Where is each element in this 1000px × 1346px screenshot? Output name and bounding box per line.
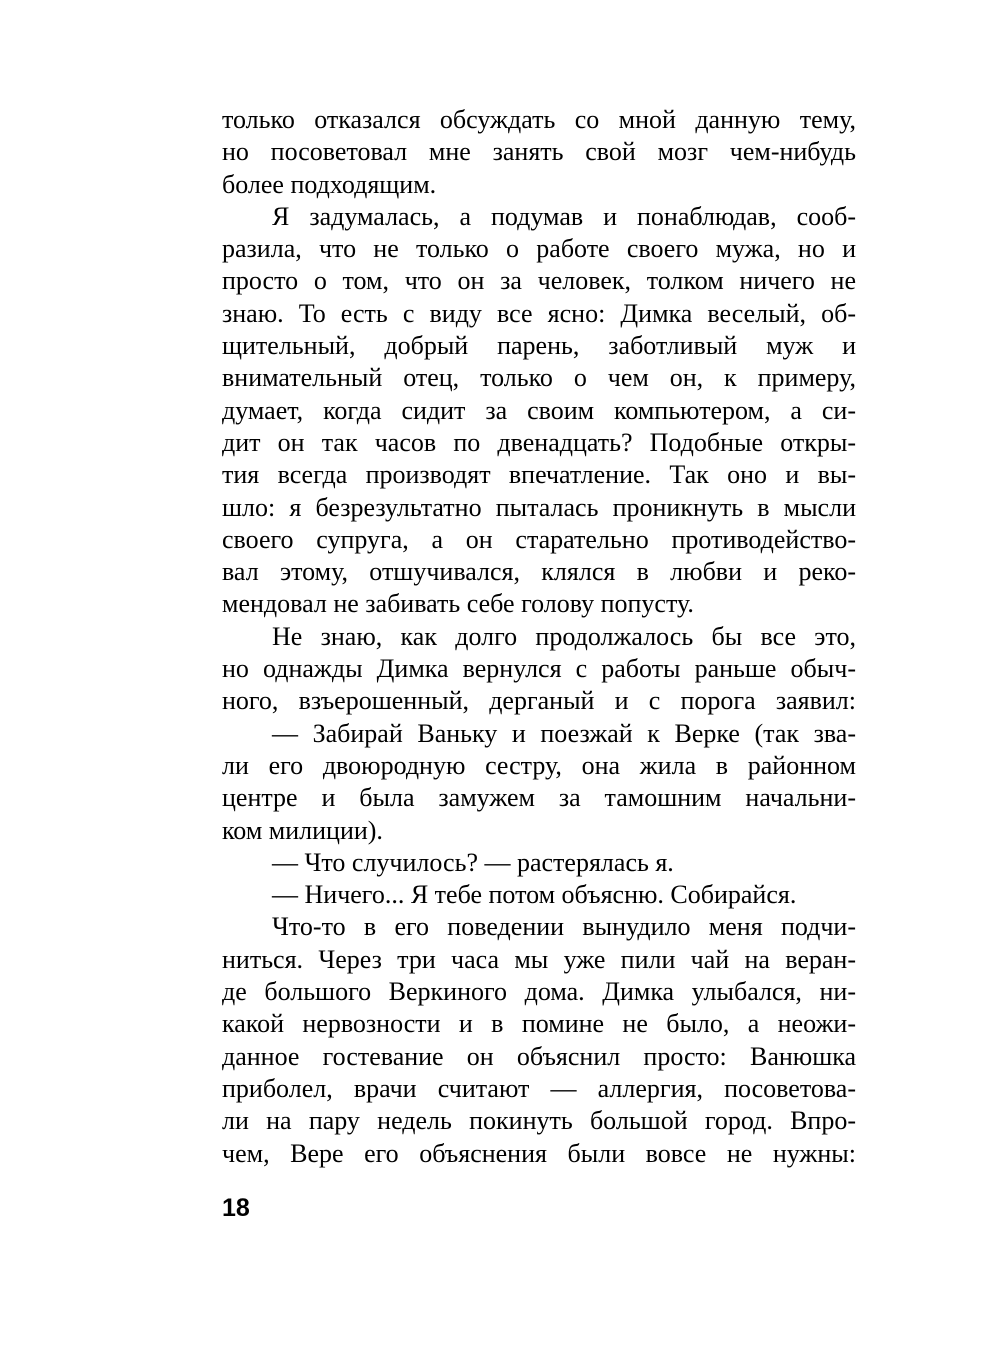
text-line: но посоветовал мне занять свой мозг чем-нибудь bbox=[222, 137, 856, 167]
page-text bbox=[222, 104, 856, 1170]
text-line: внимательный отец, только о чем он, к примеру, bbox=[222, 363, 856, 393]
text-line: — Забирай Ваньку и поезжай к Верке (так зва- bbox=[272, 718, 856, 748]
text-line: ли на пару недель покинуть большой город. Впро- bbox=[222, 1106, 856, 1136]
text-line: приболел, врачи считают — аллергия, посоветова- bbox=[222, 1073, 856, 1103]
text-line: только отказался обсуждать со мной данную тему, bbox=[222, 105, 856, 134]
text-line: данное гостевание он объяснил просто: Ванюшка bbox=[222, 1041, 856, 1071]
paragraph bbox=[222, 201, 856, 621]
paragraph bbox=[222, 879, 856, 911]
text-line: думает, когда сидит за своим компьютером, а си- bbox=[222, 395, 856, 425]
paragraph bbox=[222, 847, 856, 879]
text-line: ком милиции). bbox=[222, 815, 383, 845]
text-line: просто о том, что он за человек, толком ничего не bbox=[222, 266, 856, 296]
text-line: Что-то в его поведении вынудило меня подчи- bbox=[272, 912, 856, 942]
text-line: центре и была замужем за тамошним начальни- bbox=[222, 783, 856, 813]
paragraph bbox=[222, 621, 856, 718]
text-line: Не знаю, как долго продолжалось бы все это, bbox=[272, 621, 856, 651]
text-line: вал этому, отшучивался, клялся в любви и реко- bbox=[222, 557, 856, 587]
text-line: — Ничего... Я тебе потом объясню. Собирайся. bbox=[272, 880, 797, 910]
paragraph bbox=[222, 911, 856, 1169]
text-line: своего супруга, а он старательно противодейство- bbox=[222, 524, 856, 554]
text-line: — Что случилось? — растерялась я. bbox=[272, 847, 674, 877]
text-line: тия всегда производят впечатление. Так оно и вы- bbox=[222, 460, 856, 490]
text-line: ного, взъерошенный, дерганый и с порога заявил: bbox=[222, 686, 856, 716]
text-line: но однажды Димка вернулся с работы раньше обыч- bbox=[222, 654, 856, 684]
text-line: разила, что не только о работе своего мужа, но и bbox=[222, 234, 856, 264]
text-line: мендовал не забивать себе голову попусту. bbox=[222, 589, 694, 619]
text-line: какой нервозности и в помине не было, а неожи- bbox=[222, 1009, 856, 1039]
text-line: знаю. То есть с виду все ясно: Димка веселый, об- bbox=[222, 298, 856, 328]
paragraph bbox=[222, 104, 856, 201]
text-line: де большого Веркиного дома. Димка улыбался, ни- bbox=[222, 977, 856, 1007]
page-number: 18 bbox=[222, 1194, 250, 1222]
text-line: чем, Вере его объяснения были вовсе не нужны: bbox=[222, 1138, 856, 1168]
text-line: шло: я безрезультатно пыталась проникнуть в мысли bbox=[222, 492, 856, 522]
text-line: щительный, добрый парень, заботливый муж и bbox=[222, 331, 856, 361]
text-line: дит он так часов по двенадцать? Подобные откры- bbox=[222, 427, 856, 457]
paragraph bbox=[222, 718, 856, 847]
text-line: Я задумалась, а подумав и понаблюдав, сооб- bbox=[272, 201, 856, 231]
text-line: ниться. Через три часа мы уже пили чай на веран- bbox=[222, 944, 856, 974]
text-line: ли его двоюродную сестру, она жила в районном bbox=[222, 750, 856, 780]
text-line: более подходящим. bbox=[222, 169, 437, 199]
